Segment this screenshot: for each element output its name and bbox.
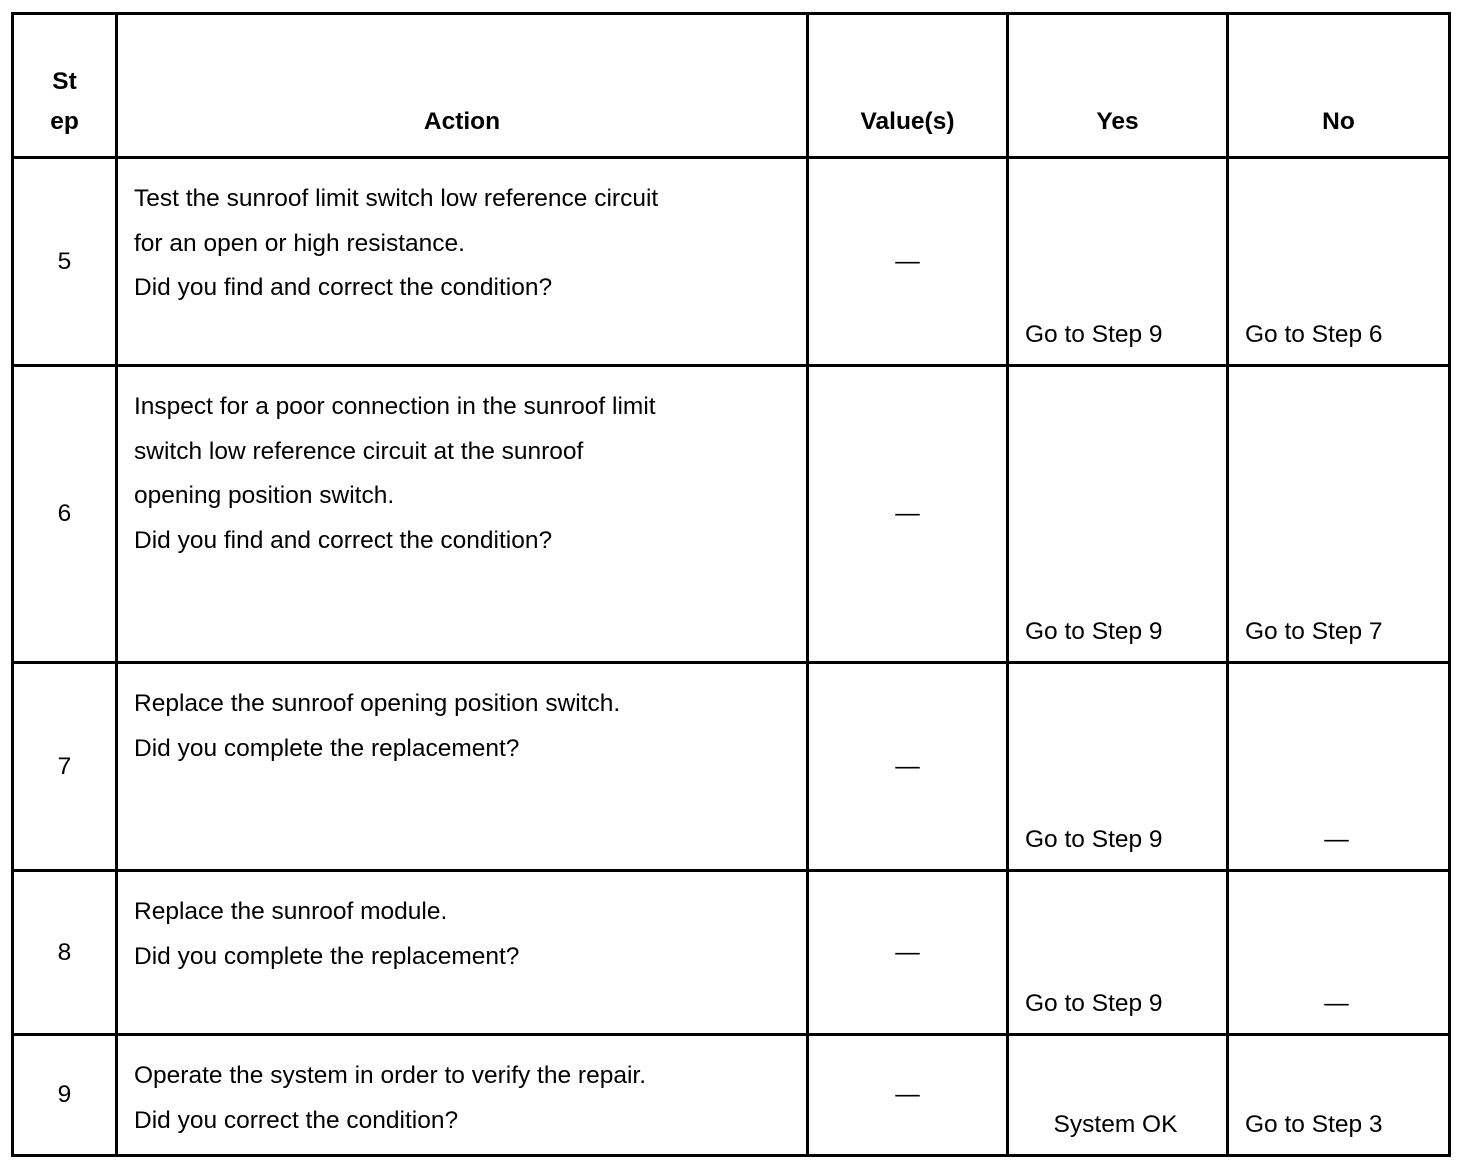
yes-cell: System OK bbox=[1008, 1035, 1228, 1156]
yes-cell: Go to Step 9 bbox=[1008, 158, 1228, 366]
diagnostic-table bbox=[11, 12, 1451, 1157]
step-number: 5 bbox=[13, 158, 117, 366]
action-line: Test the sunroof limit switch low reference circuit bbox=[134, 185, 659, 212]
table-row bbox=[13, 1035, 1450, 1156]
header-values: Value(s) bbox=[808, 14, 1008, 158]
header-step bbox=[13, 14, 117, 158]
action-line: Did you complete the replacement? bbox=[134, 942, 520, 970]
yes-cell: Go to Step 9 bbox=[1008, 871, 1228, 1035]
table-row bbox=[13, 158, 1450, 366]
action-line: Did you find and correct the condition? bbox=[134, 274, 553, 301]
table-row bbox=[13, 366, 1450, 663]
action-line: Did you complete the replacement? bbox=[134, 734, 520, 762]
table-row bbox=[13, 871, 1450, 1035]
value-cell: — bbox=[808, 366, 1008, 663]
header-action: Action bbox=[117, 14, 808, 158]
action-cell bbox=[117, 663, 808, 871]
yes-cell: Go to Step 9 bbox=[1008, 663, 1228, 871]
header-step-line1: St bbox=[52, 68, 77, 95]
action-line: Inspect for a poor connection in the sunroof limit bbox=[134, 393, 656, 420]
action-line: Replace the sunroof module. bbox=[134, 898, 448, 925]
action-cell bbox=[117, 1035, 808, 1156]
no-cell: Go to Step 3 bbox=[1228, 1035, 1450, 1156]
action-line: Replace the sunroof opening position switch. bbox=[134, 690, 621, 717]
step-number: 7 bbox=[13, 663, 117, 871]
action-cell bbox=[117, 366, 808, 663]
value-cell: — bbox=[808, 871, 1008, 1035]
yes-cell: Go to Step 9 bbox=[1008, 366, 1228, 663]
action-line: Operate the system in order to verify the repair. bbox=[134, 1062, 647, 1089]
action-cell bbox=[117, 158, 808, 366]
header-yes: Yes bbox=[1008, 14, 1228, 158]
no-cell: — bbox=[1228, 663, 1450, 871]
header-no: No bbox=[1228, 14, 1450, 158]
no-cell: Go to Step 6 bbox=[1228, 158, 1450, 366]
step-number: 9 bbox=[13, 1035, 117, 1156]
value-cell: — bbox=[808, 1035, 1008, 1156]
table-row bbox=[13, 663, 1450, 871]
action-line: Did you correct the condition? bbox=[134, 1106, 459, 1134]
action-line: opening position switch. bbox=[134, 482, 395, 509]
value-cell: — bbox=[808, 663, 1008, 871]
step-number: 8 bbox=[13, 871, 117, 1035]
no-cell: Go to Step 7 bbox=[1228, 366, 1450, 663]
no-cell: — bbox=[1228, 871, 1450, 1035]
header-step-line2: ep bbox=[50, 108, 79, 135]
action-line: for an open or high resistance. bbox=[134, 229, 465, 257]
action-cell bbox=[117, 871, 808, 1035]
header-row bbox=[13, 14, 1450, 158]
value-cell: — bbox=[808, 158, 1008, 366]
action-line: Did you find and correct the condition? bbox=[134, 526, 553, 554]
action-line: switch low reference circuit at the sunroof bbox=[134, 437, 584, 465]
step-number: 6 bbox=[13, 366, 117, 663]
